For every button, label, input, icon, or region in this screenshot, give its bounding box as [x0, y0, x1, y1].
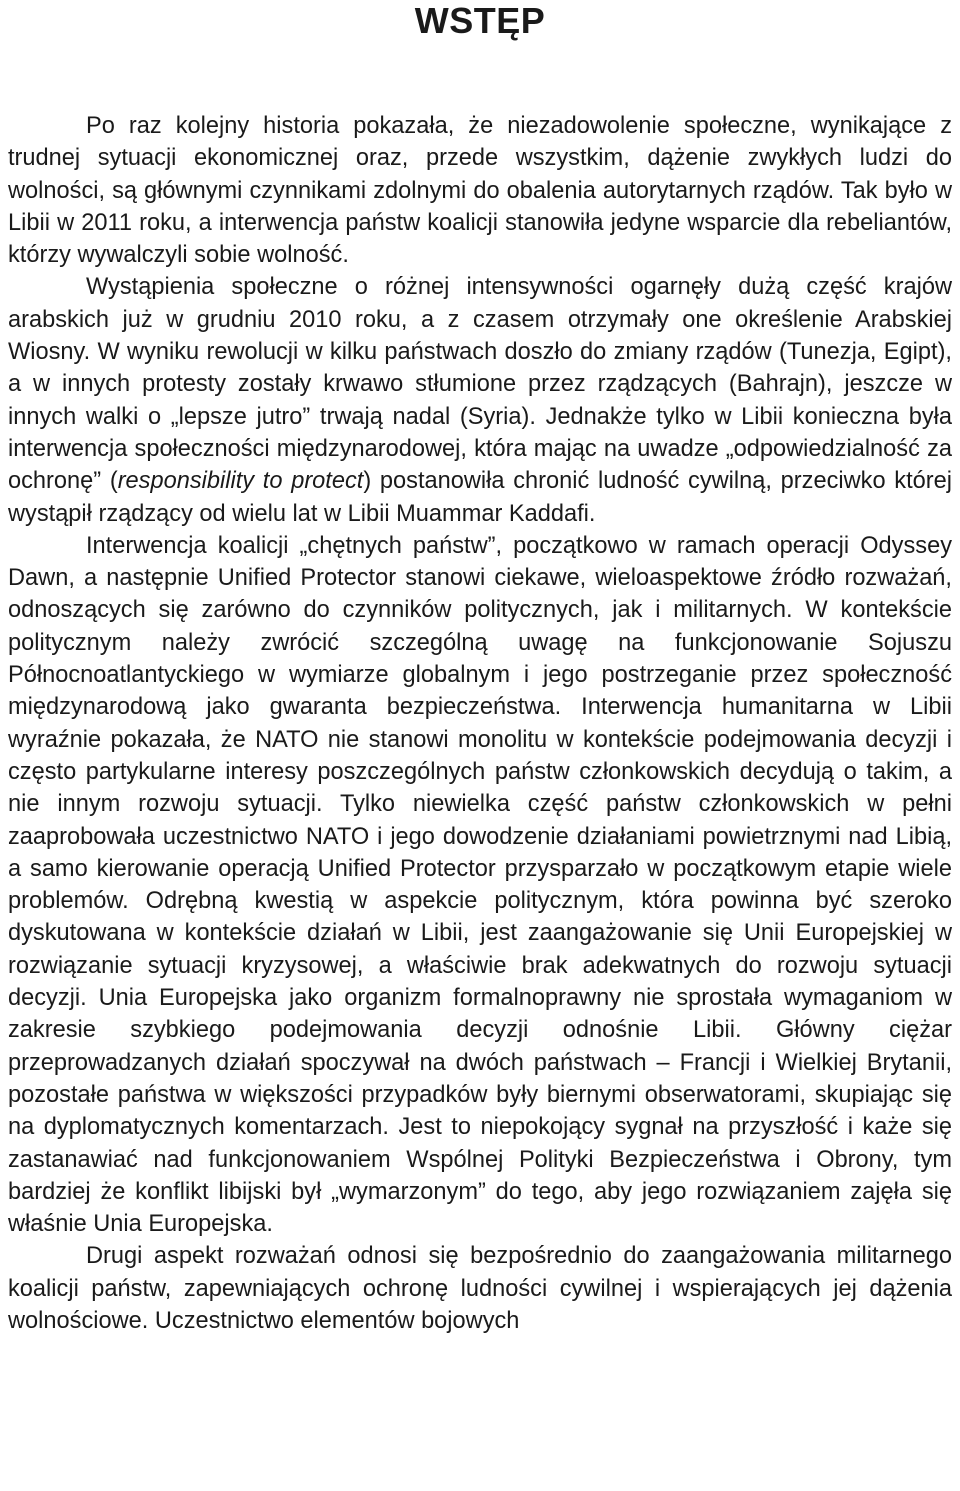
document-page [8, 0, 952, 1337]
paragraph [8, 271, 952, 529]
body-text [8, 110, 952, 1337]
paragraph-text: Wystąpienia społeczne o różnej intensywności ogarnęły dużą część krajów arabskich już w grudniu 2010 roku, a z czasem otrzymały one określenie Arabskiej Wiosny. W wyniku rewolucji w kilku państwach doszło do zmiany rządów (Tunezja, Egipt), a w innych protesty zostały krwawo stłumione przez rządzących (Bahrajn), jeszcze w innych walki o „lepsze jutro” trwają nadal (Syria). Jednakże tylko w Libii konieczna była interwencja społeczności międzynarodowej, która mając na uwadze „odpowiedzialność za ochronę” ( [8, 274, 952, 495]
paragraph-text: ) postanowiła chronić ludność cywilną, przeciwko której wystąpił rządzący od wielu lat w Libii Muammar Kaddafi. [8, 468, 952, 527]
page-title: WSTĘP [414, 0, 546, 41]
paragraph-text: Drugi aspekt rozważań odnosi się bezpośrednio do zaangażowania militarnego koalicji państw, zapewniających ochronę ludności cywilnej i wspierających jej dążenia wolnościowe. Uczestnictwo elementów bojowych [8, 1243, 952, 1334]
paragraph [8, 1240, 952, 1337]
paragraph-text: Po raz kolejny historia pokazała, że niezadowolenie społeczne, wynikające z trudnej sytuacji ekonomicznej oraz, przede wszystkim, dążenie zwykłych ludzi do wolności, są głównymi czynnikami zdolnymi do obalenia autorytarnych rządów. Tak było w Libii w 2011 roku, a interwencja państw koalicji stanowiła jedyne wsparcie dla rebeliantów, którzy wywalczyli sobie wolność. [8, 113, 952, 269]
paragraph [8, 530, 952, 1241]
italic-phrase: responsibility to protect [117, 468, 364, 495]
paragraph [8, 110, 952, 271]
paragraph-text: Interwencja koalicji „chętnych państw”, początkowo w ramach operacji Odyssey Dawn, a następnie Unified Protector stanowi ciekawe, wieloaspektowe źródło rozważań, odnoszących się zarówno do czynników politycznych, jak i militarnych. W kontekście politycznym należy zwrócić szczególną uwagę na funkcjonowanie Sojuszu Północnoatlantyckiego w wymiarze globalnym i jego postrzeganie przez społeczność międzynarodową jako gwaranta bezpieczeństwa. Interwencja humanitarna w Libii wyraźnie pokazała, że NATO nie stanowi monolitu w kontekście podejmowania decyzji i często partykularne interesy poszczególnych państw członkowskich decydują o takim, a nie innym rozwoju sytuacji. Tylko niewielka część państw członkowskich w pełni zaaprobowała uczestnictwo NATO i jego dowodzenie działaniami powietrznymi nad Libią, a samo kierowanie operacją Unified Protector przysparzało w początkowym etapie wiele problemów. Odrębną kwestią w aspekcie politycznym, która powinna być szeroko dyskutowana w kontekście działań w Libii, jest zaangażowanie się Unii Europejskiej w rozwiązanie sytuacji kryzysowej, a właściwie brak adekwatnych do rozwoju sytuacji decyzji. Unia Europejska jako organizm formalnoprawny nie sprostała wymaganiom w zakresie szybkiego podejmowania decyzji odnośnie Libii. Główny ciężar przeprowadzanych działań spoczywał na dwóch państwach – Francji i Wielkiej Brytanii, pozostałe państwa w większości przypadków były biernymi obserwatorami, skupiając się na dyplomatycznych komentarzach. Jest to niepokojący sygnał na przyszłość i każe się zastanawiać nad funkcjonowaniem Wspólnej Polityki Bezpieczeństwa i Obrony, tym bardziej że konflikt libijski był „wymarzonym” do tego, aby jego rozwiązaniem zajęła się właśnie Unia Europejska. [8, 532, 952, 1238]
